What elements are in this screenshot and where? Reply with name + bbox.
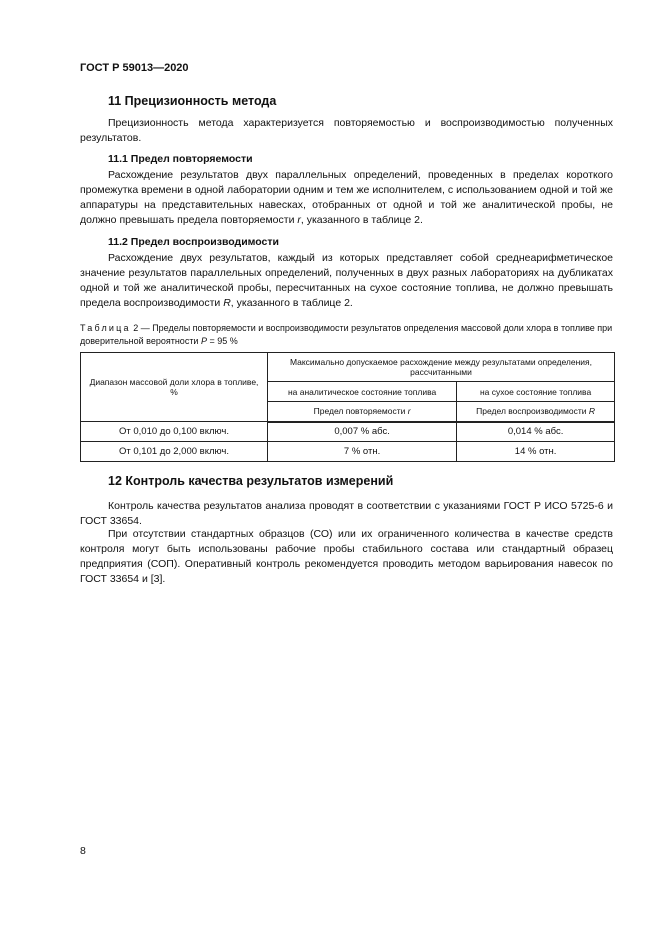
section-12-paragraph-2: При отсутствии стандартных образцов (СО) или их ограниченного количества в качестве средств контроля могут быть использованы рабочие пробы стабильного состава или стандартный образец предприятия (СОП). Оперативный контроль рекомендуется проводить методом варьирования навесок по ГОСТ 33654 и [3].: [80, 528, 613, 585]
symbol-R: R: [223, 297, 231, 309]
row-R-value: 14 % отн.: [457, 442, 615, 462]
header-limit-r: [268, 402, 457, 422]
subsection-11-2-title: 11.2 Предел воспроизводимости: [108, 236, 279, 248]
caption-label: Таблица: [80, 323, 131, 333]
document-id-header: ГОСТ Р 59013—2020: [80, 62, 189, 74]
table-row: [81, 442, 615, 462]
subsection-11-1-title: 11.1 Предел повторяемости: [108, 153, 253, 165]
header-limit-R: [457, 402, 615, 422]
caption-text: 2 — Пределы повторяемости и воспроизводимости результатов определения массовой доли хлора в топливе при доверительной вероятности: [80, 323, 613, 346]
col-group-header: Максимально допускаемое расхождение между результатами определения, рассчитанными: [268, 353, 615, 382]
page-number: 8: [80, 845, 86, 857]
section-12-title: 12 Контроль качества результатов измерений: [108, 474, 394, 488]
row-R-value: 0,014 % абс.: [457, 422, 615, 442]
table-row: [81, 422, 615, 442]
symbol-p: P: [200, 336, 207, 346]
table-2-caption: [80, 322, 615, 348]
row-range: От 0,010 до 0,100 включ.: [81, 422, 268, 442]
symbol-R: R: [588, 406, 595, 417]
sub-header-dry: на сухое состояние топлива: [457, 382, 615, 402]
text-part: Расхождение результатов двух параллельных определений, проведенных в пределах короткого промежутка времени в одной лаборатории одним и тем же исполнителем, с использованием одной и той же аппаратуры на представительных навесках, отобранных от одной и той же аналитической пробы, не должно превышать предела повторяемости: [80, 169, 613, 226]
section-11-title: 11 Прецизионность метода: [108, 94, 277, 108]
subsection-11-1-text: [80, 168, 613, 228]
limit-R-label: Предел воспроизводимости: [476, 406, 589, 417]
section-12-paragraph-1: Контроль качества результатов анализа проводят в соответствии с указаниями ГОСТ Р ИСО 5725-6 и ГОСТ 33654.: [80, 500, 613, 527]
symbol-r: r: [407, 406, 411, 417]
col-header-range: Диапазон массовой доли хлора в топливе, %: [81, 353, 268, 422]
limit-r-label: Предел повторяемости: [313, 406, 408, 417]
symbol-r: r: [297, 214, 301, 226]
precision-table: [80, 352, 615, 462]
caption-p-value: = 95 %: [206, 336, 238, 346]
row-r-value: 7 % отн.: [268, 442, 457, 462]
row-r-value: 0,007 % абс.: [268, 422, 457, 442]
sub-header-analytic: на аналитическое состояние топлива: [268, 382, 457, 402]
text-part: , указанного в таблице 2.: [230, 297, 353, 309]
subsection-11-2-text: [80, 251, 613, 311]
text-part: , указанного в таблице 2.: [300, 214, 423, 226]
row-range: От 0,101 до 2,000 включ.: [81, 442, 268, 462]
text-part: Расхождение двух результатов, каждый из которых представляет собой среднеарифметическое значение результатов параллельных определений, полученных в двух разных лабораториях на дубликатах одной и той же аналитической пробы, пересчитанных на сухое состояние топлива, не должно превышать предела воспроизводимости: [80, 252, 613, 309]
section-11-intro: Прецизионность метода характеризуется повторяемостью и воспроизводимостью полученных результатов.: [80, 117, 613, 144]
